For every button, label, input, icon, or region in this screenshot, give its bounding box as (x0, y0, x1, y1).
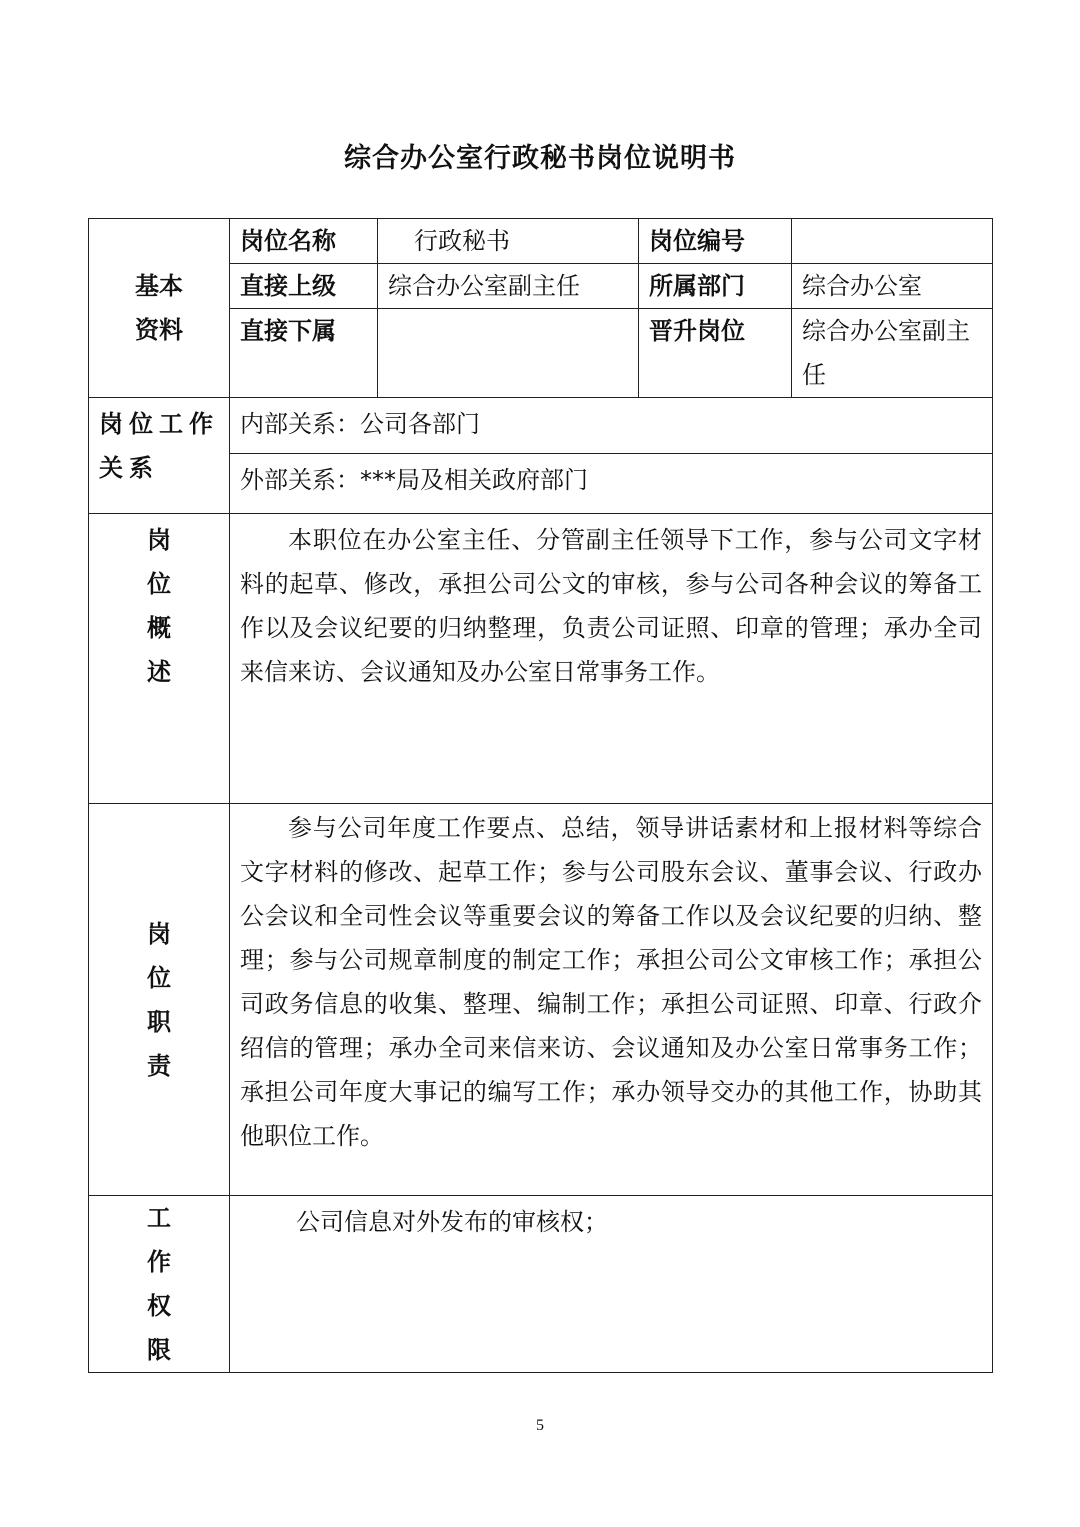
authority-label-char: 工 (147, 1204, 171, 1232)
position-code-label: 岗位编号 (639, 219, 792, 264)
department-value: 综合办公室 (792, 264, 993, 309)
document-title: 综合办公室行政秘书岗位说明书 (344, 143, 736, 174)
promotion-label: 晋升岗位 (639, 309, 792, 398)
subordinate-value (378, 309, 639, 398)
summary-label-char: 位 (147, 570, 171, 598)
authority-label-char: 权 (147, 1292, 171, 1320)
summary-label (89, 514, 230, 804)
basic-info-label-line2: 资料 (135, 316, 183, 344)
internal-relations: 内部关系：公司各部门 (230, 398, 993, 454)
duties-text: 参与公司年度工作要点、总结，领导讲话素材和上报材料等综合文字材料的修改、起草工作；参与公司股东会议、董事会议、行政办公会议和全司性会议等重要会议的筹备工作以及会议纪要的归纳、整理；参与公司规章制度的制定工作；承担公司公文审核工作；承担公司政务信息的收集、整理、编制工作；承担公司证照、印章、行政介绍信的管理；承办全司来信来访、会议通知及办公室日常事务工作；承担公司年度大事记的编写工作；承办领导交办的其他工作，协助其他职位工作。 (230, 804, 993, 1196)
subordinate-label: 直接下属 (230, 309, 378, 398)
duties-label-char: 职 (147, 1007, 171, 1036)
basic-info-label-line1: 基本 (135, 272, 183, 300)
external-relations: 外部关系：***局及相关政府部门 (230, 454, 993, 514)
authority-label-char: 限 (147, 1336, 171, 1364)
page-number: 5 (536, 1417, 544, 1434)
basic-info-label (89, 219, 230, 398)
position-name-label: 岗位名称 (230, 219, 378, 264)
position-code-value (792, 219, 993, 264)
authority-label-char: 作 (147, 1248, 171, 1276)
duties-label-char: 责 (147, 1051, 171, 1080)
duties-label (89, 804, 230, 1196)
superior-label: 直接上级 (230, 264, 378, 309)
promotion-value: 综合办公室副主任 (792, 309, 993, 398)
position-name-value: 行政秘书 (378, 219, 639, 264)
duties-label-char: 位 (147, 963, 171, 992)
authority-text: 公司信息对外发布的审核权； (230, 1196, 993, 1373)
summary-text: 本职位在办公室主任、分管副主任领导下工作，参与公司文字材料的起草、修改，承担公司公文的审核，参与公司各种会议的筹备工作以及会议纪要的归纳整理，负责公司证照、印章的管理；承办全司来信来访、会议通知及办公室日常事务工作。 (230, 514, 993, 804)
department-label: 所属部门 (639, 264, 792, 309)
relations-label: 岗位工作关系 (89, 398, 230, 514)
duties-label-char: 岗 (147, 919, 171, 948)
superior-value: 综合办公室副主任 (378, 264, 639, 309)
authority-label (89, 1196, 230, 1373)
summary-label-char: 岗 (147, 526, 171, 554)
summary-label-char: 概 (147, 614, 171, 642)
summary-label-char: 述 (147, 658, 171, 686)
job-description-table (88, 218, 993, 1373)
